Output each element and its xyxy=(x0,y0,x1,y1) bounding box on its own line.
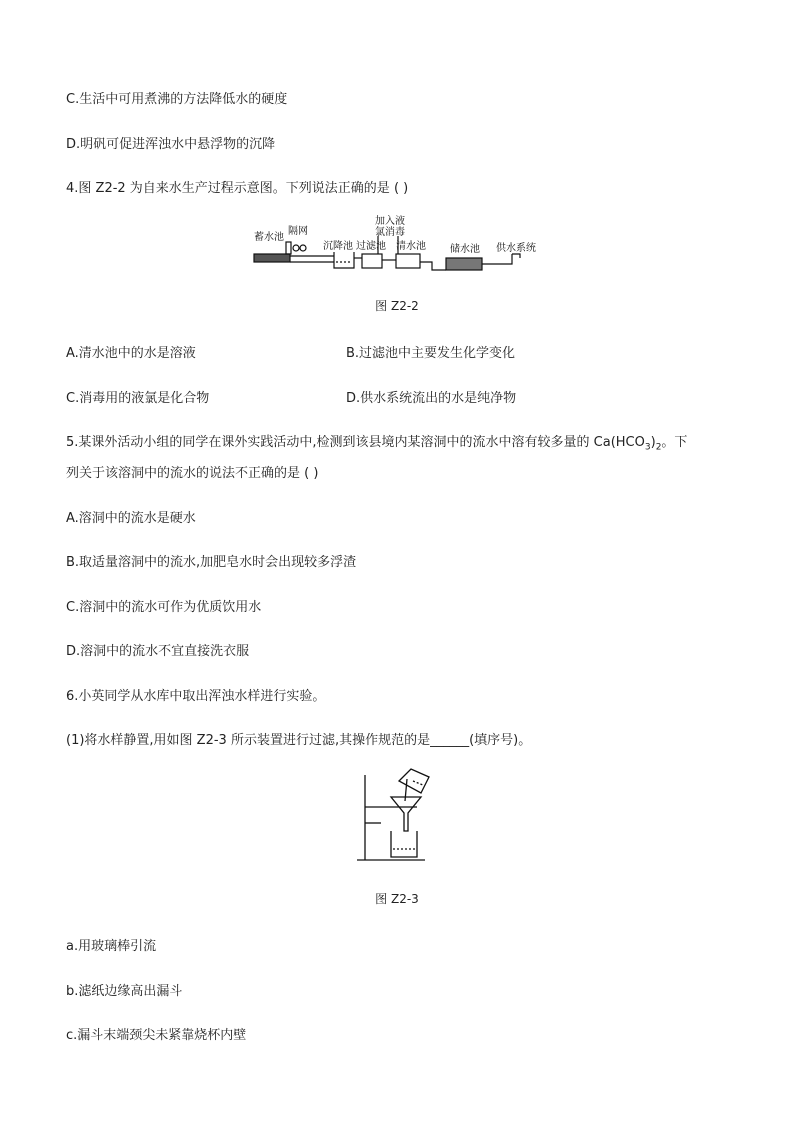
q5-close: ) xyxy=(650,435,656,450)
q4-option-d: D.供水系统流出的水是纯净物 xyxy=(346,391,517,406)
q5-option-d: D.溶洞中的流水不宜直接洗衣服 xyxy=(66,644,250,659)
tap-icon xyxy=(512,254,520,258)
glass-rod xyxy=(405,779,407,801)
reservoir-shape xyxy=(254,254,290,262)
label-settling: 沉降池 xyxy=(323,241,353,252)
question-6-part-1: (1)将水样静置,用如图 Z2-3 所示装置进行过滤,其操作规范的是______(填序号)。 xyxy=(66,733,532,748)
figure-z2-2-caption: 图 Z2-2 xyxy=(375,299,419,313)
label-storage: 储水池 xyxy=(450,244,480,255)
label-add-chlorine-1: 加入液 xyxy=(375,216,405,227)
storage-tank xyxy=(446,258,482,270)
q4-option-b: B.过滤池中主要发生化学变化 xyxy=(346,346,516,361)
clean-tank xyxy=(396,254,420,268)
option-c-funnel-tip: c.漏斗末端颈尖未紧靠烧杯内壁 xyxy=(66,1028,247,1043)
q5-option-a: A.溶洞中的流水是硬水 xyxy=(66,511,196,526)
q5-sub-2: 2 xyxy=(655,442,662,453)
label-screen: 隔网 xyxy=(288,226,308,237)
option-d-alum: D.明矾可促进浑浊水中悬浮物的沉降 xyxy=(66,137,276,152)
screen-shape xyxy=(286,242,291,254)
question-6: 6.小英同学从水库中取出浑浊水样进行实验。 xyxy=(66,689,326,704)
option-b-filter-paper: b.滤纸边缘高出漏斗 xyxy=(66,984,183,999)
label-clean: 清水池 xyxy=(396,241,426,252)
figure-z2-3 xyxy=(355,767,445,867)
label-filter: 过滤池 xyxy=(356,241,386,252)
funnel xyxy=(391,797,421,831)
label-add-chlorine-2: 氯消毒 xyxy=(375,227,405,238)
option-a-glass-rod: a.用玻璃棒引流 xyxy=(66,939,157,954)
question-5-line-2: 列关于该溶洞中的流水的说法不正确的是 ( ) xyxy=(66,466,319,481)
q5-option-b: B.取适量溶洞中的流水,加肥皂水时会出现较多浮渣 xyxy=(66,555,357,570)
q5-sub-3: 3 xyxy=(644,442,651,453)
filter-tank xyxy=(362,254,382,268)
q4-option-a: A.清水池中的水是溶液 xyxy=(66,346,196,361)
question-4: 4.图 Z2-2 为自来水生产过程示意图。下列说法正确的是 ( ) xyxy=(66,181,409,196)
q5-text-pre: 5.某课外活动小组的同学在课外实践活动中,检测到该县境内某溶洞中的流水中溶有较多量的 Ca(HCO xyxy=(66,435,645,450)
settling-tank xyxy=(334,252,354,268)
q4-option-c: C.消毒用的液氯是化合物 xyxy=(66,391,210,406)
q5-text-post: 。下 xyxy=(661,435,688,450)
label-supply: 供水系统 xyxy=(496,243,536,254)
beaker-receiving xyxy=(391,831,417,857)
figure-z2-2 xyxy=(250,210,550,276)
figure-z2-3-caption: 图 Z2-3 xyxy=(375,892,419,906)
label-reservoir: 蓄水池 xyxy=(254,232,284,243)
question-5-line-1 xyxy=(66,431,687,453)
q5-option-c: C.溶洞中的流水可作为优质饮用水 xyxy=(66,600,262,615)
option-c-boil: C.生活中可用煮沸的方法降低水的硬度 xyxy=(66,92,288,107)
